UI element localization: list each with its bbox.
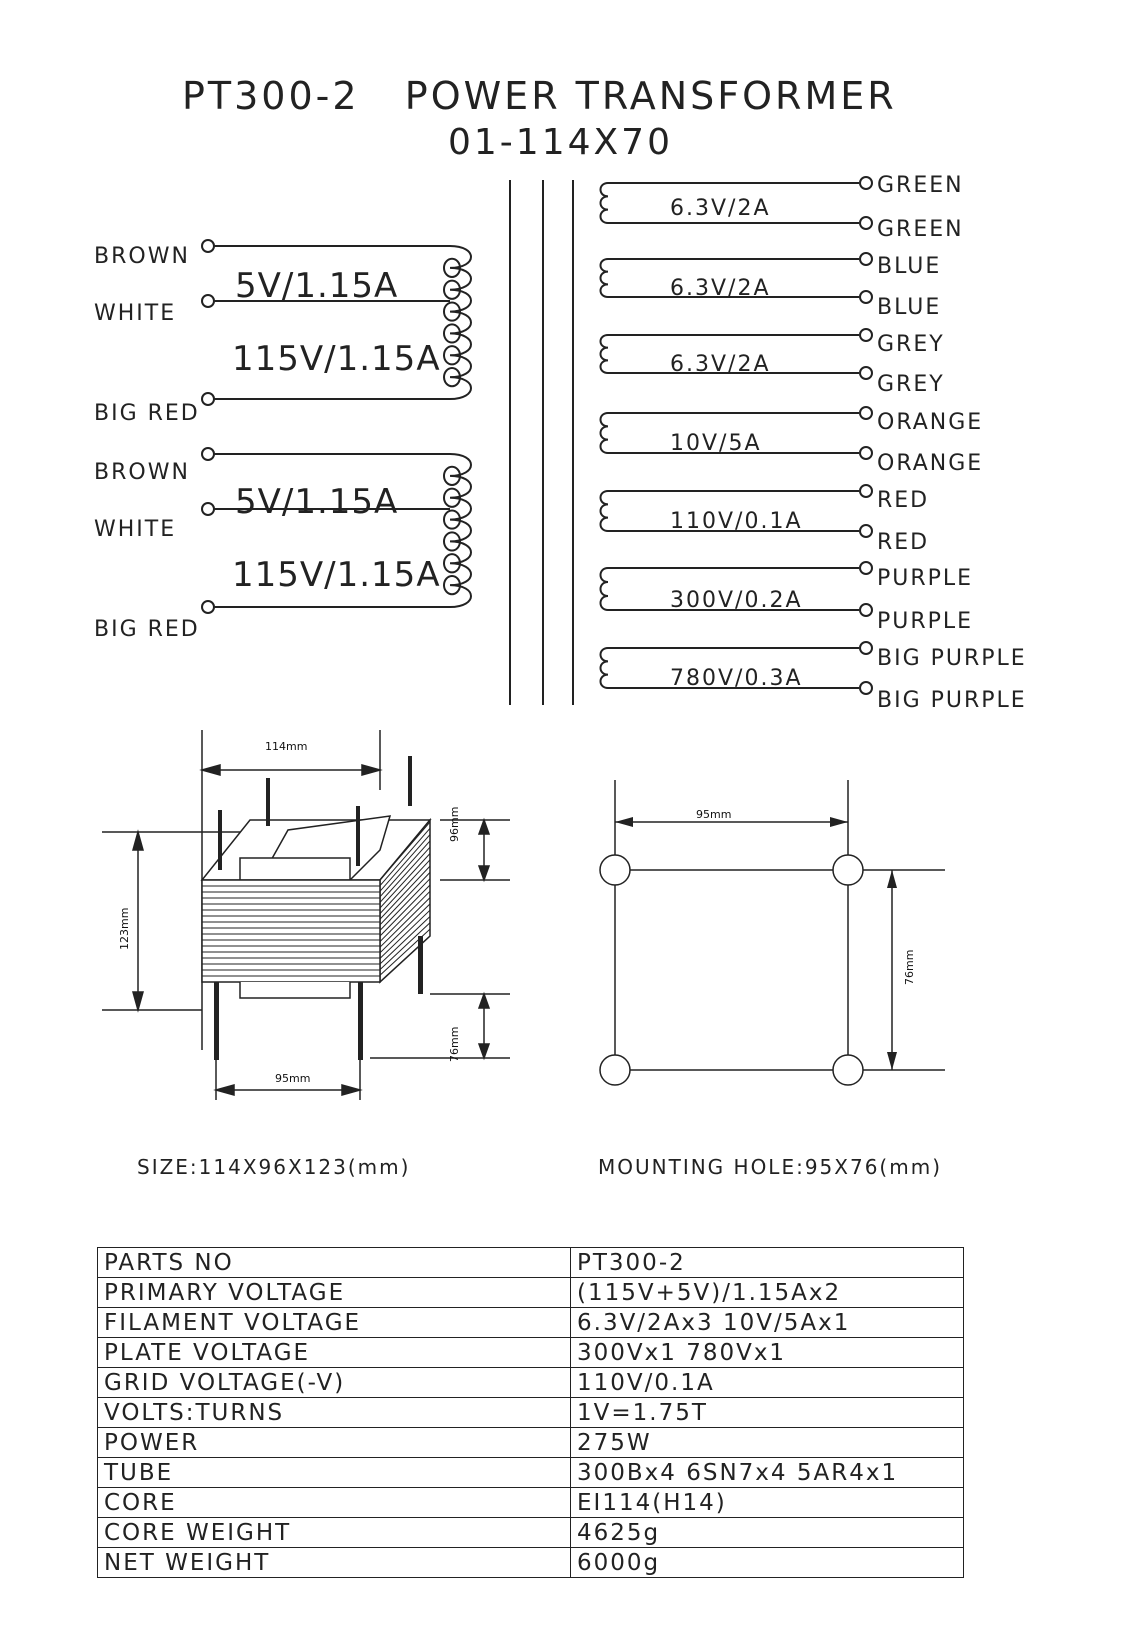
terminal-circle	[202, 393, 214, 405]
secondary-7-lead-bottom: BIG PURPLE	[877, 688, 1027, 713]
spec-label: PLATE VOLTAGE	[98, 1338, 571, 1368]
secondary-4-lead-top: ORANGE	[877, 410, 984, 435]
table-row	[98, 1458, 964, 1488]
secondary-6-rating: 300V/0.2A	[670, 588, 803, 613]
hole-x-label: 95mm	[696, 808, 732, 821]
terminal-circle	[202, 240, 214, 252]
table-row	[98, 1278, 964, 1308]
terminal-circle	[860, 177, 872, 189]
secondary-7-lead-top: BIG PURPLE	[877, 646, 1027, 671]
secondary-coil	[601, 335, 609, 373]
secondary-1-lead-top: GREEN	[877, 173, 964, 198]
secondary-2-lead-bottom: BLUE	[877, 295, 942, 320]
secondary-1-lead-bottom: GREEN	[877, 217, 964, 242]
terminal-circle	[202, 601, 214, 613]
spec-label: TUBE	[98, 1458, 571, 1488]
table-row	[98, 1548, 964, 1578]
secondary-3-rating: 6.3V/2A	[670, 352, 771, 377]
terminal-circle	[860, 253, 872, 265]
terminal-circle	[860, 367, 872, 379]
spec-value: 1V=1.75T	[571, 1398, 964, 1428]
spec-label: PARTS NO	[98, 1248, 571, 1278]
primary-2-upper-rating: 5V/1.15A	[235, 482, 399, 522]
table-row	[98, 1368, 964, 1398]
terminal-circle	[860, 604, 872, 616]
spec-value: (115V+5V)/1.15Ax2	[571, 1278, 964, 1308]
primary-2-white-label: WHITE	[94, 517, 177, 542]
terminal-circle	[860, 447, 872, 459]
secondary-2-lead-top: BLUE	[877, 254, 942, 279]
secondary-6-lead-bottom: PURPLE	[877, 609, 974, 634]
spec-value: 275W	[571, 1428, 964, 1458]
spec-label: VOLTS:TURNS	[98, 1398, 571, 1428]
spec-label: FILAMENT VOLTAGE	[98, 1308, 571, 1338]
secondary-2-rating: 6.3V/2A	[670, 276, 771, 301]
terminal-circle	[202, 503, 214, 515]
terminal-circle	[860, 291, 872, 303]
secondary-coil	[601, 259, 609, 297]
spec-value: EI114(H14)	[571, 1488, 964, 1518]
secondary-coil	[601, 183, 609, 223]
dim-leg-label: 76mm	[448, 1026, 461, 1062]
primary-2-bigred-label: BIG RED	[94, 617, 200, 642]
spec-value: 110V/0.1A	[571, 1368, 964, 1398]
secondary-5-rating: 110V/0.1A	[670, 509, 803, 534]
mounting-caption: MOUNTING HOLE:95X76(mm)	[598, 1155, 942, 1179]
size-caption: SIZE:114X96X123(mm)	[137, 1155, 411, 1179]
secondary-1-rating: 6.3V/2A	[670, 196, 771, 221]
spec-value: 6.3V/2Ax3 10V/5Ax1	[571, 1308, 964, 1338]
spec-label: NET WEIGHT	[98, 1548, 571, 1578]
table-row	[98, 1248, 964, 1278]
mounting-hole-drawing	[590, 770, 960, 1100]
secondary-3-lead-bottom: GREY	[877, 372, 945, 397]
table-row	[98, 1518, 964, 1548]
spec-label: CORE WEIGHT	[98, 1518, 571, 1548]
spec-value: 300Bx4 6SN7x4 5AR4x1	[571, 1458, 964, 1488]
secondary-3-lead-top: GREY	[877, 332, 945, 357]
terminal-circle	[860, 329, 872, 341]
spec-value: 4625g	[571, 1518, 964, 1548]
terminal-circle	[202, 295, 214, 307]
primary-1-lower-rating: 115V/1.15A	[232, 339, 441, 379]
spec-label: GRID VOLTAGE(-V)	[98, 1368, 571, 1398]
secondary-coil	[601, 568, 609, 610]
terminal-circle	[860, 525, 872, 537]
spec-label: CORE	[98, 1488, 571, 1518]
terminal-circle	[202, 448, 214, 460]
spec-value: 300Vx1 780Vx1	[571, 1338, 964, 1368]
secondary-4-lead-bottom: ORANGE	[877, 451, 984, 476]
table-row	[98, 1428, 964, 1458]
secondary-5-lead-bottom: RED	[877, 530, 930, 555]
spec-label: POWER	[98, 1428, 571, 1458]
dim-total-height-label: 123mm	[118, 907, 131, 950]
spec-value: PT300-2	[571, 1248, 964, 1278]
secondary-coil	[601, 491, 609, 531]
dim-width-label: 114mm	[265, 740, 308, 753]
secondary-6-lead-top: PURPLE	[877, 566, 974, 591]
table-row	[98, 1338, 964, 1368]
terminal-circle	[860, 682, 872, 694]
secondary-coil	[601, 648, 609, 688]
terminal-circle	[860, 407, 872, 419]
terminal-circle	[860, 562, 872, 574]
terminal-circle	[860, 485, 872, 497]
primary-2-lower-rating: 115V/1.15A	[232, 555, 441, 595]
spec-label: PRIMARY VOLTAGE	[98, 1278, 571, 1308]
primary-1-bigred-label: BIG RED	[94, 401, 200, 426]
page-title: PT300-2 POWER TRANSFORMER	[182, 74, 897, 118]
secondary-4-rating: 10V/5A	[670, 431, 762, 456]
page-subtitle: 01-114X70	[448, 122, 673, 163]
primary-1-white-label: WHITE	[94, 301, 177, 326]
table-row	[98, 1398, 964, 1428]
primary-1-upper-rating: 5V/1.15A	[235, 266, 399, 306]
secondary-7-rating: 780V/0.3A	[670, 666, 803, 691]
primary-2-brown-label: BROWN	[94, 460, 190, 485]
primary-1-brown-label: BROWN	[94, 244, 190, 269]
dim-base-label: 95mm	[275, 1072, 311, 1085]
terminal-circle	[860, 217, 872, 229]
hole-y-label: 76mm	[903, 949, 916, 985]
terminal-circle	[860, 642, 872, 654]
spec-value: 6000g	[571, 1548, 964, 1578]
secondary-5-lead-top: RED	[877, 488, 930, 513]
dim-height-label: 96mm	[448, 806, 461, 842]
secondary-coil	[601, 413, 609, 453]
spec-table	[97, 1247, 964, 1578]
table-row	[98, 1308, 964, 1338]
table-row	[98, 1488, 964, 1518]
